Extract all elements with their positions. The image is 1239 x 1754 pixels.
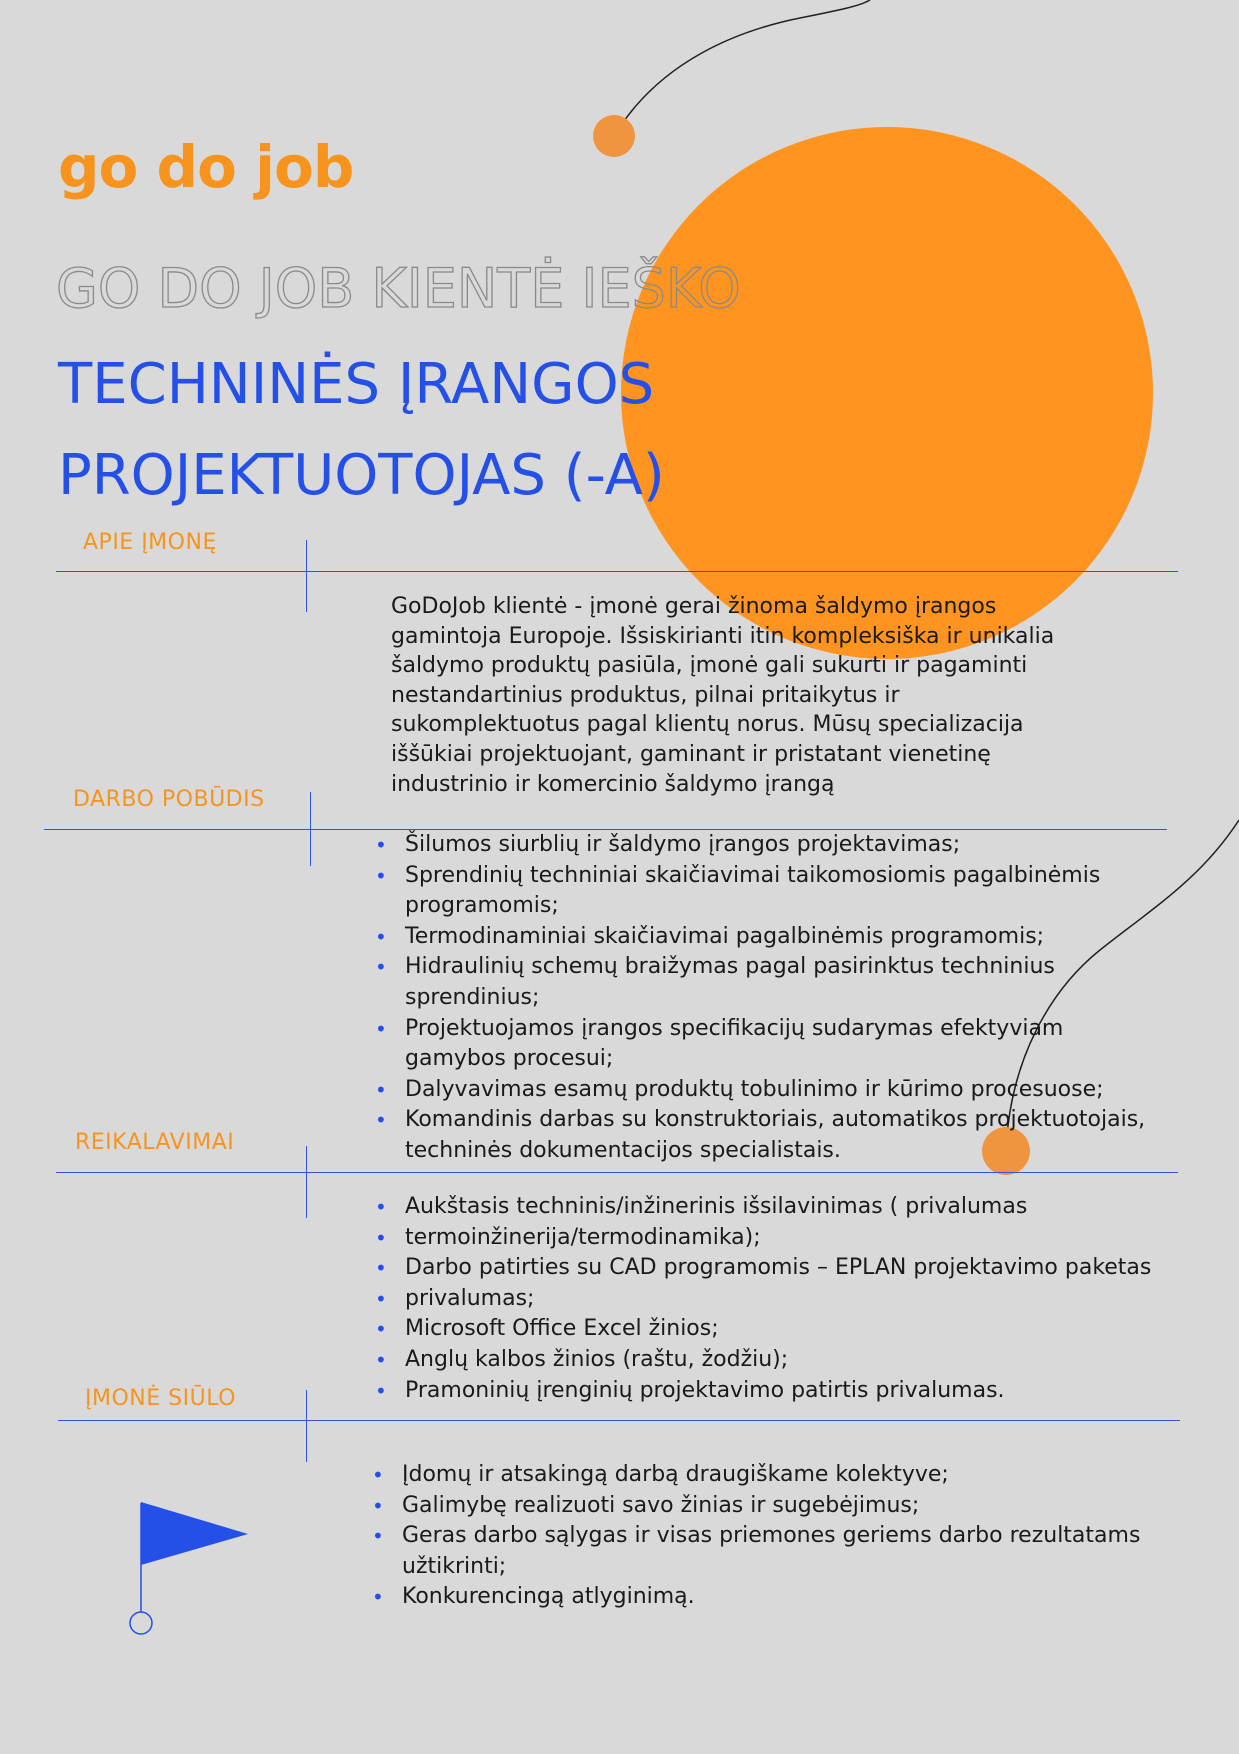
section-label-duties: DARBO POBŪDIS [73,787,265,812]
flag-icon [130,1502,248,1634]
list-item: • Šilumos siurblių ir šaldymo įrangos projektavimas; [405,830,1165,861]
small-orange-dot-top [593,115,635,157]
section-label-about: APIE ĮMONĘ [83,530,217,555]
list-item: • Sprendinių techniniai skaičiavimai taikomosiomis pagalbinėmis programomis; [405,861,1165,922]
list-item: • Anglų kalbos žinios (raštu, žodžiu); [405,1345,1165,1376]
list-item: • Galimybę realizuoti savo žinias ir sugebėjimus; [402,1491,1142,1522]
top-curve-line [614,0,870,136]
header-kicker: GO DO JOB KIENTĖ IEŠKO [56,257,741,320]
divider-tick-about [306,540,307,612]
job-title-line1: TECHNINĖS ĮRANGOS [58,352,655,417]
divider-tick-requirements [306,1146,307,1218]
list-item: • Geras darbo sąlygas ir visas priemones geriems darbo rezultatams užtikrinti; [402,1521,1142,1582]
requirements-list [405,1192,1165,1406]
list-item: • Dalyvavimas esamų produktų tobulinimo ir kūrimo procesuose; [405,1075,1165,1106]
list-item: • Microsoft Office Excel žinios; [405,1314,1165,1345]
duties-list [405,830,1165,1167]
divider-tick-offer [306,1390,307,1462]
list-item: • Projektuojamos įrangos specifikacijų sudarymas efektyviam gamybos procesui; [405,1014,1165,1075]
list-item: • Aukštasis techninis/inžinerinis išsilavinimas ( privalumas [405,1192,1165,1223]
divider-about [56,571,1178,572]
list-item: • Darbo patirties su CAD programomis – EPLAN projektavimo paketas [405,1253,1165,1284]
job-title-line2: PROJEKTUOTOJAS (-A) [58,443,665,508]
logo: go do job [58,133,354,201]
big-orange-circle [621,127,1153,659]
list-item: • termoinžinerija/termodinamika); [405,1223,1165,1254]
list-item: • Termodinaminiai skaičiavimai pagalbinėmis programomis; [405,922,1165,953]
list-item: • Konkurencingą atlyginimą. [402,1582,1142,1613]
offer-list [402,1460,1142,1613]
list-item: • Hidraulinių schemų braižymas pagal pasirinktus techninius sprendinius; [405,952,1165,1013]
list-item: • Įdomų ir atsakingą darbą draugiškame kolektyve; [402,1460,1142,1491]
section-label-requirements: REIKALAVIMAI [75,1130,235,1155]
list-item: • Pramoninių įrenginių projektavimo patirtis privalumas. [405,1376,1165,1407]
section-label-offer: ĮMONĖ SIŪLO [85,1386,236,1411]
divider-tick-duties [310,792,311,866]
list-item: • Komandinis darbas su konstruktoriais, automatikos projektuotojais, techninės dokumentacijos specialistais. [405,1105,1165,1166]
list-item: • privalumas; [405,1284,1165,1315]
divider-requirements [56,1172,1178,1173]
divider-offer [58,1420,1180,1421]
about-text: GoDoJob klientė - įmonė gerai žinoma šaldymo įrangos gamintoja Europoje. Išsiskirianti itin kompleksiška ir unikalia šaldymo produktų pasiūla, įmonė gali sukurti ir pagaminti nestandartinius produktus, pilnai pritaikytus ir sukomplektuotus pagal klientų norus. Mūsų specializacija iššūkiai projektuojant, gaminant ir pristatant vienetinę industrinio ir komercinio šaldymo įrangą [391,594,1055,797]
